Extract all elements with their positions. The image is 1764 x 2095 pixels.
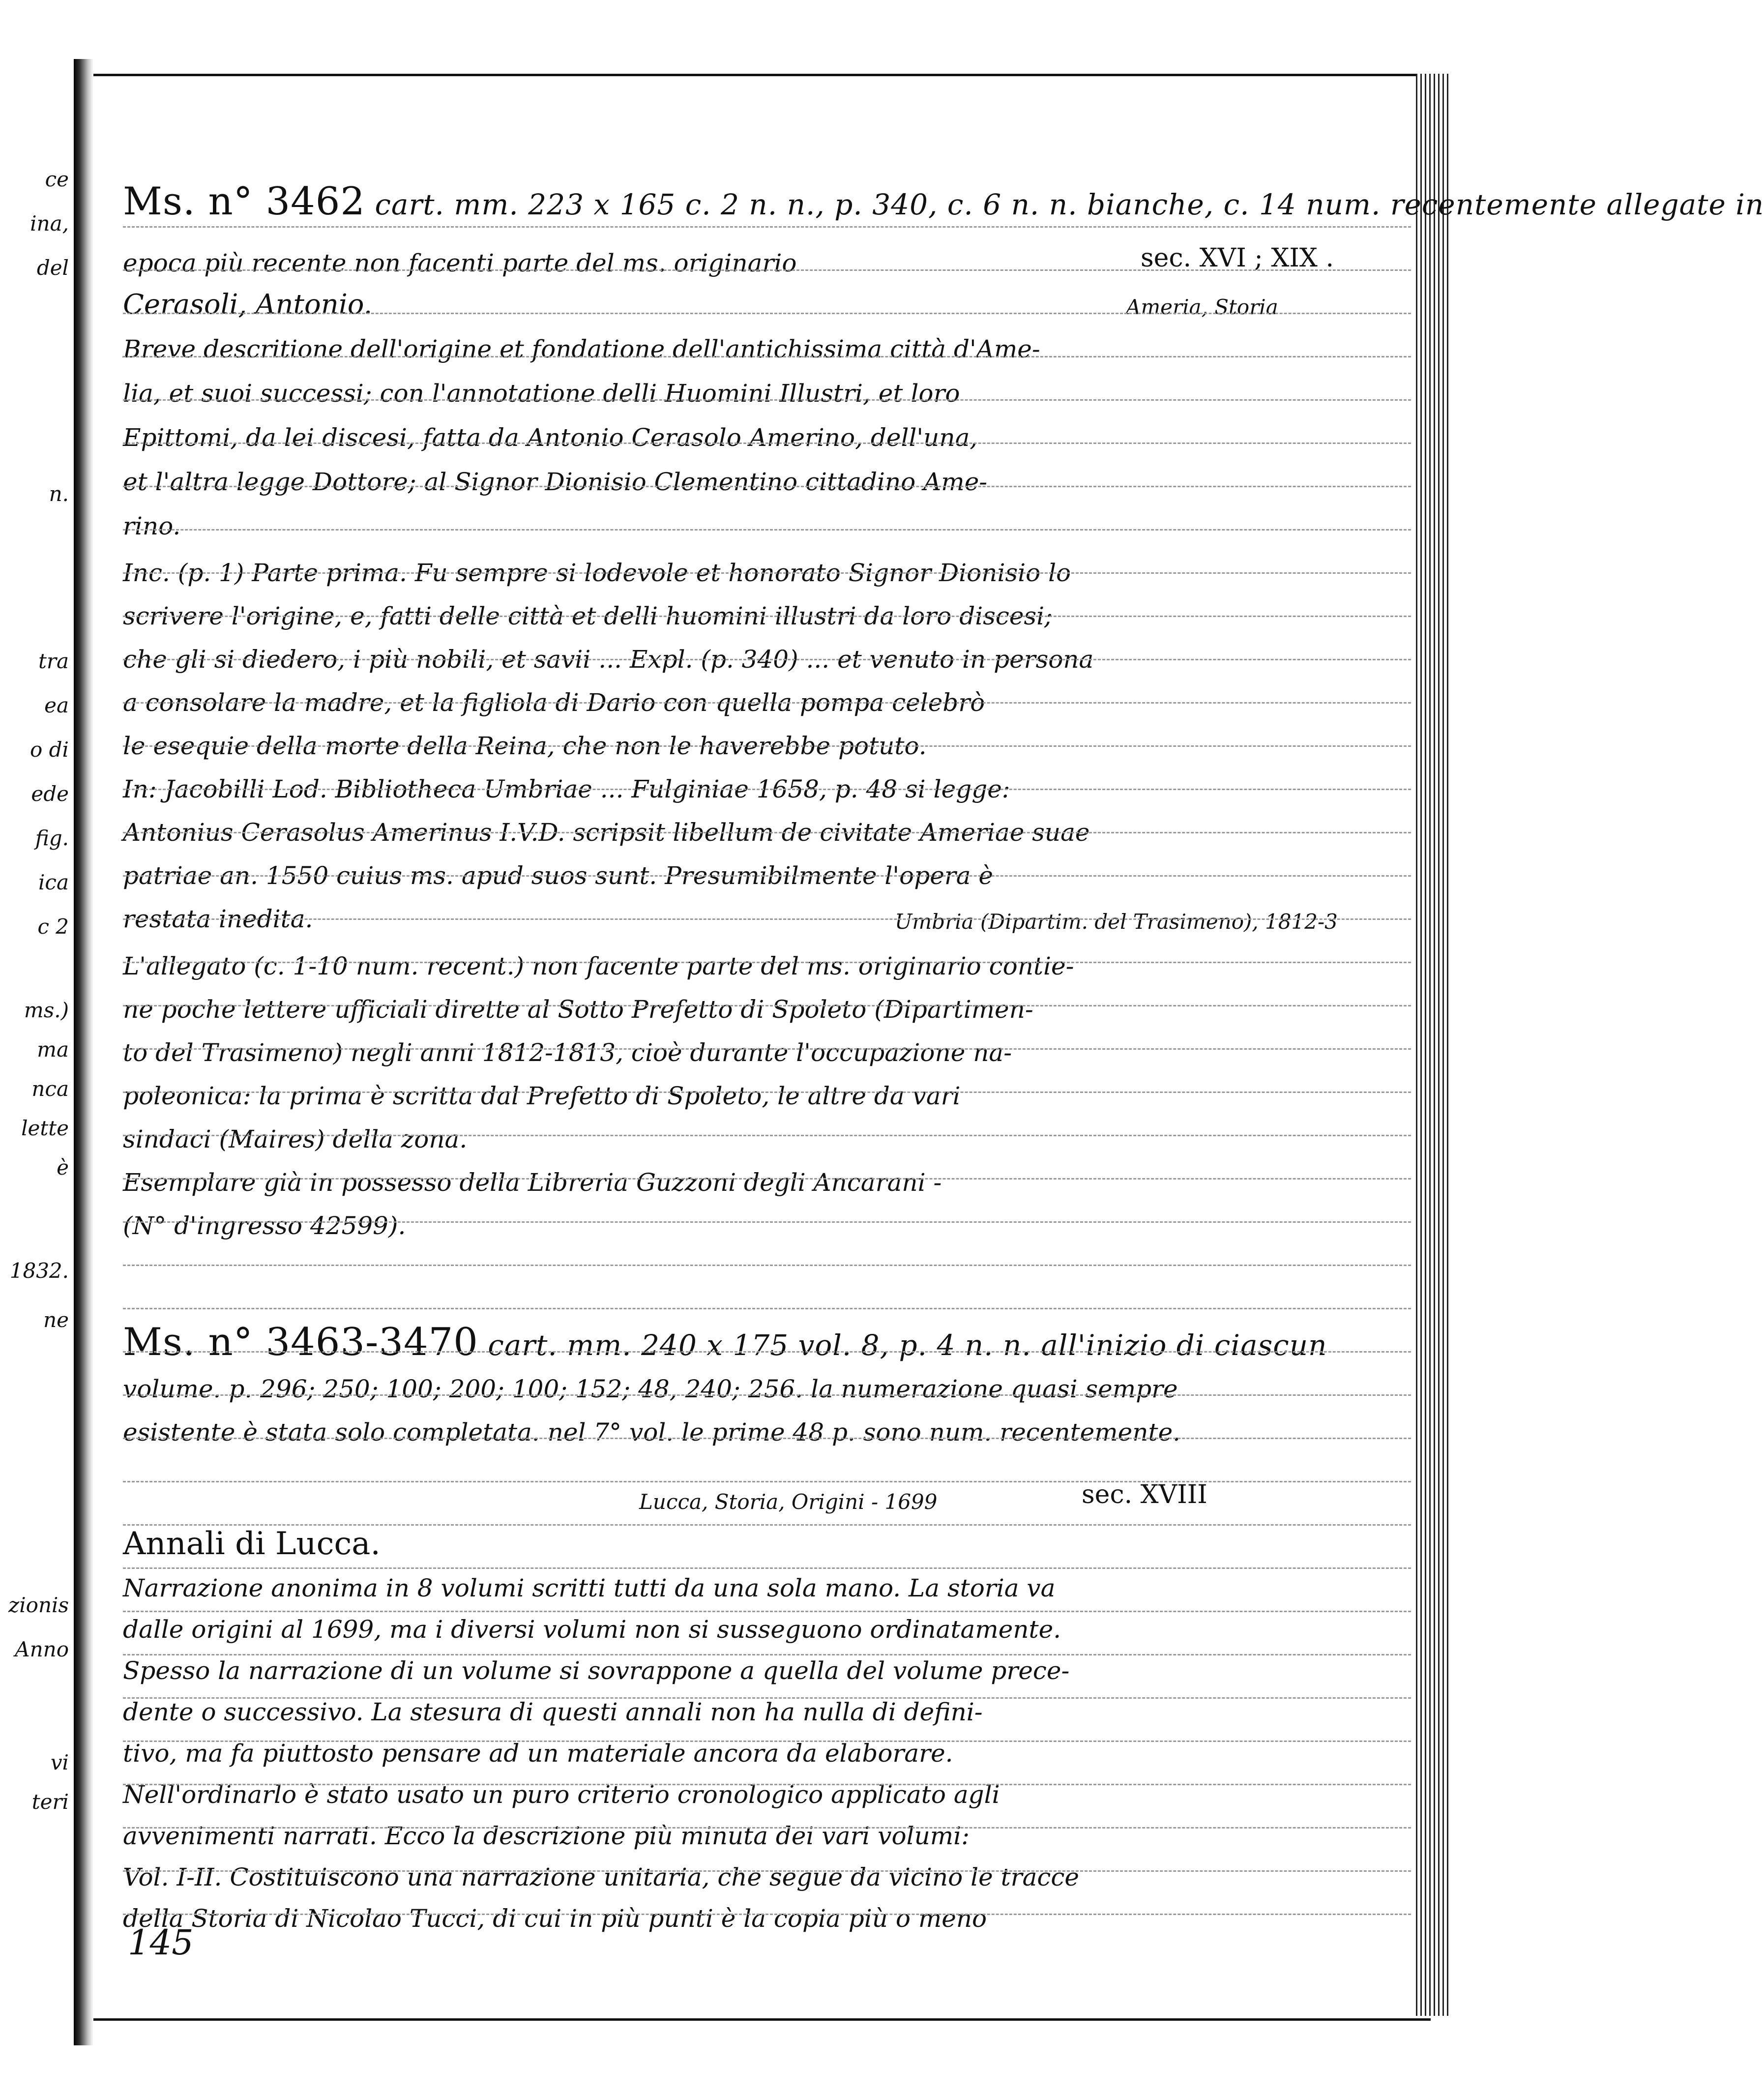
ruled-line xyxy=(123,1481,1411,1482)
ruled-line xyxy=(123,1784,1411,1785)
entry-1-body-line: patriae an. 1550 cuius ms. apud suos sunt. Presumibilmente l'opera è xyxy=(123,861,994,890)
ruled-line xyxy=(123,1308,1411,1309)
entry-2-body-line: Narrazione anonima in 8 volumi scritti tutti da una sola mano. La storia va xyxy=(123,1574,1056,1602)
entry-1-title-line: Breve descritione dell'origine et fondatione dell'antichissima città d'Ame- xyxy=(123,335,1040,363)
ruled-line xyxy=(123,1178,1411,1180)
entry-1-body-line: restata inedita. xyxy=(123,905,313,933)
ruled-line xyxy=(123,918,1411,920)
ruled-line xyxy=(123,1914,1411,1915)
entry-1-body2-line: Esemplare già in possesso della Libreria Guzzoni degli Ancarani - xyxy=(123,1168,942,1197)
ruled-line xyxy=(123,702,1411,704)
margin-fragment: ina, xyxy=(30,211,69,236)
ruled-line xyxy=(123,443,1411,444)
ruled-line xyxy=(123,1394,1411,1396)
ruled-line xyxy=(123,616,1411,617)
ruled-line xyxy=(123,1135,1411,1136)
ruled-line xyxy=(123,399,1411,401)
ruled-line xyxy=(123,1870,1411,1872)
margin-fragment: ea xyxy=(44,693,69,717)
margin-fragment: tra xyxy=(38,649,69,673)
entry-1-body2-line: sindaci (Maires) della zona. xyxy=(123,1125,468,1153)
entry-2-ms-number: Ms. n° 3463-3470 xyxy=(123,1320,478,1364)
margin-fragment: ma xyxy=(37,1037,69,1062)
ruled-line xyxy=(123,1221,1411,1223)
entry-2-body-line: Nell'ordinarlo è stato usato un puro criterio cronologico applicato agli xyxy=(123,1780,1000,1809)
ruled-line xyxy=(123,226,1411,228)
entry-1-title-line: Epittomi, da lei discesi, fatta da Antonio Cerasolo Amerino, dell'una, xyxy=(123,423,978,452)
ruled-line xyxy=(123,1611,1411,1612)
page-number: 145 xyxy=(128,1922,194,1963)
ruled-line xyxy=(123,832,1411,833)
margin-fragment: n. xyxy=(49,482,69,506)
entry-2-body-line: Vol. I-II. Costituiscono una narrazione unitaria, che segue da vicino le tracce xyxy=(123,1863,1079,1891)
margin-fragment: ica xyxy=(38,870,69,894)
ruled-line xyxy=(123,486,1411,487)
entry-1-title-line: et l'altra legge Dottore; al Signor Dionisio Clementino cittadino Ame- xyxy=(123,468,988,496)
ruled-line xyxy=(123,1438,1411,1439)
ruled-line xyxy=(123,313,1411,314)
entry-1-body-line: Antonius Cerasolus Amerinus I.V.D. scripsit libellum de civitate Ameriae suae xyxy=(123,818,1090,847)
ruled-line xyxy=(123,1524,1411,1526)
entry-1-physical-description: cart. mm. 223 x 165 c. 2 n. n., p. 340, c. 6 n. n. bianche, c. 14 num. recentemente allegate in xyxy=(375,188,1764,221)
entry-2-subject: Lucca, Storia, Origini - 1699 xyxy=(639,1490,938,1514)
ruled-line xyxy=(123,1654,1411,1655)
page-edge-stack xyxy=(1416,74,1450,2016)
entry-2-description-line: volume. p. 296; 250; 100; 200; 100; 152; 48, 240; 256. la numerazione quasi sempre xyxy=(123,1375,1178,1403)
margin-fragment: teri xyxy=(31,1790,69,1814)
ruled-line xyxy=(123,1741,1411,1742)
margin-fragment: zionis xyxy=(8,1593,69,1617)
ruled-line xyxy=(123,789,1411,790)
entry-2-header xyxy=(123,1320,1411,1364)
entry-1-body-line: In: Jacobilli Lod. Bibliotheca Umbriae ... Fulginiae 1658, p. 48 si legge: xyxy=(123,775,1010,803)
entry-1-subject: Ameria, Storia xyxy=(1126,295,1278,319)
ruled-line xyxy=(123,356,1411,357)
ruled-line xyxy=(123,1697,1411,1699)
entry-1-author: Cerasoli, Antonio. xyxy=(123,289,373,321)
entry-1-body2-line: ne poche lettere ufficiali dirette al Sotto Prefetto di Spoleto (Dipartimen- xyxy=(123,995,1033,1024)
margin-fragment: o di xyxy=(30,738,69,762)
ruled-line xyxy=(123,1265,1411,1266)
entry-2-body-line: dente o successivo. La stesura di questi annali non ha nulla di defini- xyxy=(123,1698,983,1726)
book-gutter xyxy=(74,59,93,2045)
margin-fragment: fig. xyxy=(35,826,69,850)
ruled-line xyxy=(123,1351,1411,1353)
entry-1-body2-line: poleonica: la prima è scritta dal Prefetto di Spoleto, le altre da vari xyxy=(123,1082,961,1110)
ruled-line xyxy=(123,1005,1411,1006)
margin-fragment: vi xyxy=(50,1750,69,1774)
margin-fragment: ms.) xyxy=(24,998,69,1022)
entry-1-body-line: a consolare la madre, et la figliola di Dario con quella pompa celebrò xyxy=(123,688,985,717)
entry-1-body2-line: L'allegato (c. 1-10 num. recent.) non facente parte del ms. originario contie- xyxy=(123,952,1074,980)
ruled-line xyxy=(123,269,1411,271)
entry-1-line-2: epoca più recente non facenti parte del ms. originario xyxy=(123,249,797,277)
entry-1-title-line: rino. xyxy=(123,512,181,540)
margin-fragment: nca xyxy=(31,1077,69,1101)
entry-2-body-line: della Storia di Nicolao Tucci, di cui in più punti è la copia più o meno xyxy=(123,1904,987,1933)
entry-1-body2-line: (N° d'ingresso 42599). xyxy=(123,1211,406,1240)
entry-2-title: Annali di Lucca. xyxy=(123,1526,381,1562)
entry-1-ms-number: Ms. n° 3462 xyxy=(123,179,366,224)
margin-fragment: Anno xyxy=(15,1637,69,1661)
entry-1-body-line: le esequie della morte della Reina, che non le haverebbe potuto. xyxy=(123,732,927,760)
ruled-line xyxy=(123,875,1411,877)
ruled-line xyxy=(123,529,1411,531)
margin-fragment: del xyxy=(36,256,69,280)
margin-fragment: è xyxy=(57,1155,69,1180)
ruled-line xyxy=(123,659,1411,660)
entry-2-physical-description: cart. mm. 240 x 175 vol. 8, p. 4 n. n. all'inizio di ciascun xyxy=(488,1328,1327,1362)
entry-1-body2-line: to del Trasimeno) negli anni 1812-1813, cioè durante l'occupazione na- xyxy=(123,1038,1012,1067)
entry-2-body-line: avvenimenti narrati. Ecco la descrizione più minuta dei vari volumi: xyxy=(123,1822,970,1850)
ruled-line xyxy=(123,1567,1411,1569)
ruled-line xyxy=(123,1827,1411,1829)
margin-fragment: lette xyxy=(21,1116,69,1140)
margin-fragment: c 2 xyxy=(37,915,69,939)
ruled-line xyxy=(123,1092,1411,1093)
entry-2-description-line: esistente è stata solo completata. nel 7° vol. le prime 48 p. sono num. recentemente. xyxy=(123,1418,1181,1446)
margin-fragment: ede xyxy=(31,782,69,806)
entry-1-century: sec. XVI ; XIX . xyxy=(1141,243,1334,273)
ruled-line xyxy=(123,962,1411,963)
ruled-line xyxy=(123,745,1411,747)
margin-fragment: 1832. xyxy=(9,1259,69,1283)
entry-2-body-line: Spesso la narrazione di un volume si sovrappone a quella del volume prece- xyxy=(123,1656,1070,1685)
margin-fragment: ne xyxy=(43,1308,69,1332)
entry-1-body-line: Inc. (p. 1) Parte prima. Fu sempre si lodevole et honorato Signor Dionisio lo xyxy=(123,559,1071,587)
margin-fragment: ce xyxy=(45,167,69,191)
entry-2-century: sec. XVIII xyxy=(1082,1480,1207,1509)
entry-1-subject-2: Umbria (Dipartim. del Trasimeno), 1812-3 xyxy=(895,910,1338,934)
entry-1-title-line: lia, et suoi successi; con l'annotatione delli Huomini Illustri, et loro xyxy=(123,379,960,408)
entry-2-body-line: dalle origini al 1699, ma i diversi volumi non si susseguono ordinatamente. xyxy=(123,1615,1061,1644)
entry-1-body-line: che gli si diedero, i più nobili, et savii ... Expl. (p. 340) ... et venuto in persona xyxy=(123,645,1094,674)
entry-1-body-line: scrivere l'origine, e, fatti delle città et delli huomini illustri da loro discesi; xyxy=(123,602,1053,630)
entry-1-header xyxy=(123,179,1764,224)
ruled-line xyxy=(123,572,1411,574)
ruled-line xyxy=(123,1048,1411,1050)
entry-2-body-line: tivo, ma fa piuttosto pensare ad un materiale ancora da elaborare. xyxy=(123,1739,953,1768)
